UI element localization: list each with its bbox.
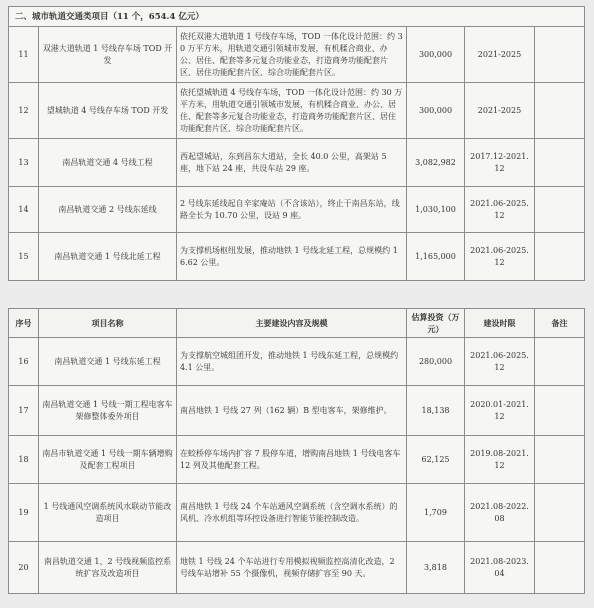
cell-period: 2021.08-2022.08	[465, 484, 535, 542]
table-row	[9, 83, 585, 139]
header-period: 建设时限	[465, 309, 535, 338]
cell-period: 2021-2025	[465, 83, 535, 139]
table-row	[9, 436, 585, 484]
cell-no: 20	[9, 542, 39, 594]
table-row	[9, 27, 585, 83]
cell-no: 19	[9, 484, 39, 542]
cell-desc: 地铁 1 号线 24 个车站进行专用模拟视频监控高清化改造，2 号线车站增补 55 个摄像机，视频存储扩容至 90 天。	[177, 542, 407, 594]
cell-name: 南昌市轨道交通 1 号线一期车辆增购及配套工程项目	[39, 436, 177, 484]
cell-invest: 1,030,100	[407, 187, 465, 233]
cell-no: 11	[9, 27, 39, 83]
cell-name: 南昌轨道交通 1 号线一期工程电客车架修整体委外项目	[39, 386, 177, 436]
table-row	[9, 542, 585, 594]
cell-period: 2017.12-2021.12	[465, 139, 535, 187]
cell-no: 15	[9, 233, 39, 281]
cell-name: 南昌轨道交通 4 号线工程	[39, 139, 177, 187]
cell-desc: 为支撑机场枢纽发展，推动地铁 1 号线北延工程，总规模约 16.62 公里。	[177, 233, 407, 281]
cell-period: 2019.08-2021.12	[465, 436, 535, 484]
cell-note	[535, 484, 585, 542]
header-no: 序号	[9, 309, 39, 338]
cell-no: 16	[9, 338, 39, 386]
cell-period: 2021-2025	[465, 27, 535, 83]
cell-no: 17	[9, 386, 39, 436]
cell-period: 2020.01-2021.12	[465, 386, 535, 436]
cell-desc: 在蛟桥停车场内扩容 7 股停车道，增购南昌地铁 1 号线电客车 12 列及其他配套工程。	[177, 436, 407, 484]
cell-note	[535, 542, 585, 594]
cell-period: 2021.06-2025.12	[465, 233, 535, 281]
cell-period: 2021.06-2025.12	[465, 338, 535, 386]
top-table-section	[8, 6, 584, 281]
cell-invest: 18,138	[407, 386, 465, 436]
cell-desc: 2 号线东延线起自辛家庵站（不含该站），终止于南昌东站，线路全长为 10.70 公里，设站 9 座。	[177, 187, 407, 233]
cell-note	[535, 436, 585, 484]
cell-no: 18	[9, 436, 39, 484]
cell-no: 12	[9, 83, 39, 139]
cell-invest: 300,000	[407, 83, 465, 139]
table-row	[9, 233, 585, 281]
cell-invest: 300,000	[407, 27, 465, 83]
cell-no: 14	[9, 187, 39, 233]
cell-name: 南昌轨道交通 2 号线东延线	[39, 187, 177, 233]
top-table	[8, 6, 585, 281]
section-title: 二、城市轨道交通类项目（11 个，654.4 亿元）	[9, 7, 585, 27]
page-gap	[0, 283, 594, 308]
cell-desc: 西起望城站，东到昌东大道站，全长 40.0 公里，高架站 5 座，地下站 24 座，共设车站 29 座。	[177, 139, 407, 187]
cell-name: 南昌轨道交通 1 号线东延工程	[39, 338, 177, 386]
cell-desc: 为支撑航空城组团开发，推动地铁 1 号线东延工程，总规模约 4.1 公里。	[177, 338, 407, 386]
table-row	[9, 187, 585, 233]
cell-name: 双港大道轨道 1 号线存车场 TOD 开发	[39, 27, 177, 83]
header-note: 备注	[535, 309, 585, 338]
cell-invest: 1,165,000	[407, 233, 465, 281]
cell-note	[535, 27, 585, 83]
cell-note	[535, 233, 585, 281]
cell-no: 13	[9, 139, 39, 187]
cell-desc: 南昌地铁 1 号线 24 个车站通风空调系统（含空调水系统）的风机、冷水机组等环控设备进行智能节能控制改造。	[177, 484, 407, 542]
header-desc: 主要建设内容及规模	[177, 309, 407, 338]
cell-note	[535, 338, 585, 386]
cell-period: 2021.08-2023.04	[465, 542, 535, 594]
header-name: 项目名称	[39, 309, 177, 338]
bottom-table-section	[8, 308, 584, 594]
cell-invest: 62,125	[407, 436, 465, 484]
cell-note	[535, 386, 585, 436]
cell-name: 望城轨道 4 号线存车场 TOD 开发	[39, 83, 177, 139]
table-row	[9, 338, 585, 386]
cell-invest: 3,082,982	[407, 139, 465, 187]
cell-note	[535, 83, 585, 139]
cell-name: 南昌轨道交通 1、2 号线视频监控系统扩容及改造项目	[39, 542, 177, 594]
cell-note	[535, 139, 585, 187]
table-row	[9, 139, 585, 187]
table-row	[9, 386, 585, 436]
cell-invest: 1,709	[407, 484, 465, 542]
bottom-table	[8, 308, 585, 594]
cell-name: 南昌轨道交通 1 号线北延工程	[39, 233, 177, 281]
cell-desc: 依托双港大道轨道 1 号线存车场，TOD 一体化设计范围：约 30 万平方米，用轨道交通引领城市发展，有机糅合商业、办公、居住、配套等多元复合功能业态，打造商务功能配套片区、居住功能配套片区、综合功能配套片区。	[177, 27, 407, 83]
table-row	[9, 484, 585, 542]
cell-desc: 南昌地铁 1 号线 27 列（162 辆）B 型电客车，架修维护。	[177, 386, 407, 436]
cell-note	[535, 187, 585, 233]
cell-invest: 3,818	[407, 542, 465, 594]
cell-period: 2021.06-2025.12	[465, 187, 535, 233]
cell-desc: 依托望城轨道 4 号线存车场，TOD 一体化设计范围：约 30 万平方米，用轨道交通引领城市发展，有机糅合商业、办公、居住、配套等多元复合功能业态，打造商务功能配套片区、居住功能配套片区、综合功能配套片区。	[177, 83, 407, 139]
header-invest: 估算投资（万元）	[407, 309, 465, 338]
header-row	[9, 309, 585, 338]
cell-name: 1 号线通风空调系统风水联动节能改造项目	[39, 484, 177, 542]
section-title-row	[9, 7, 585, 27]
cell-invest: 280,000	[407, 338, 465, 386]
